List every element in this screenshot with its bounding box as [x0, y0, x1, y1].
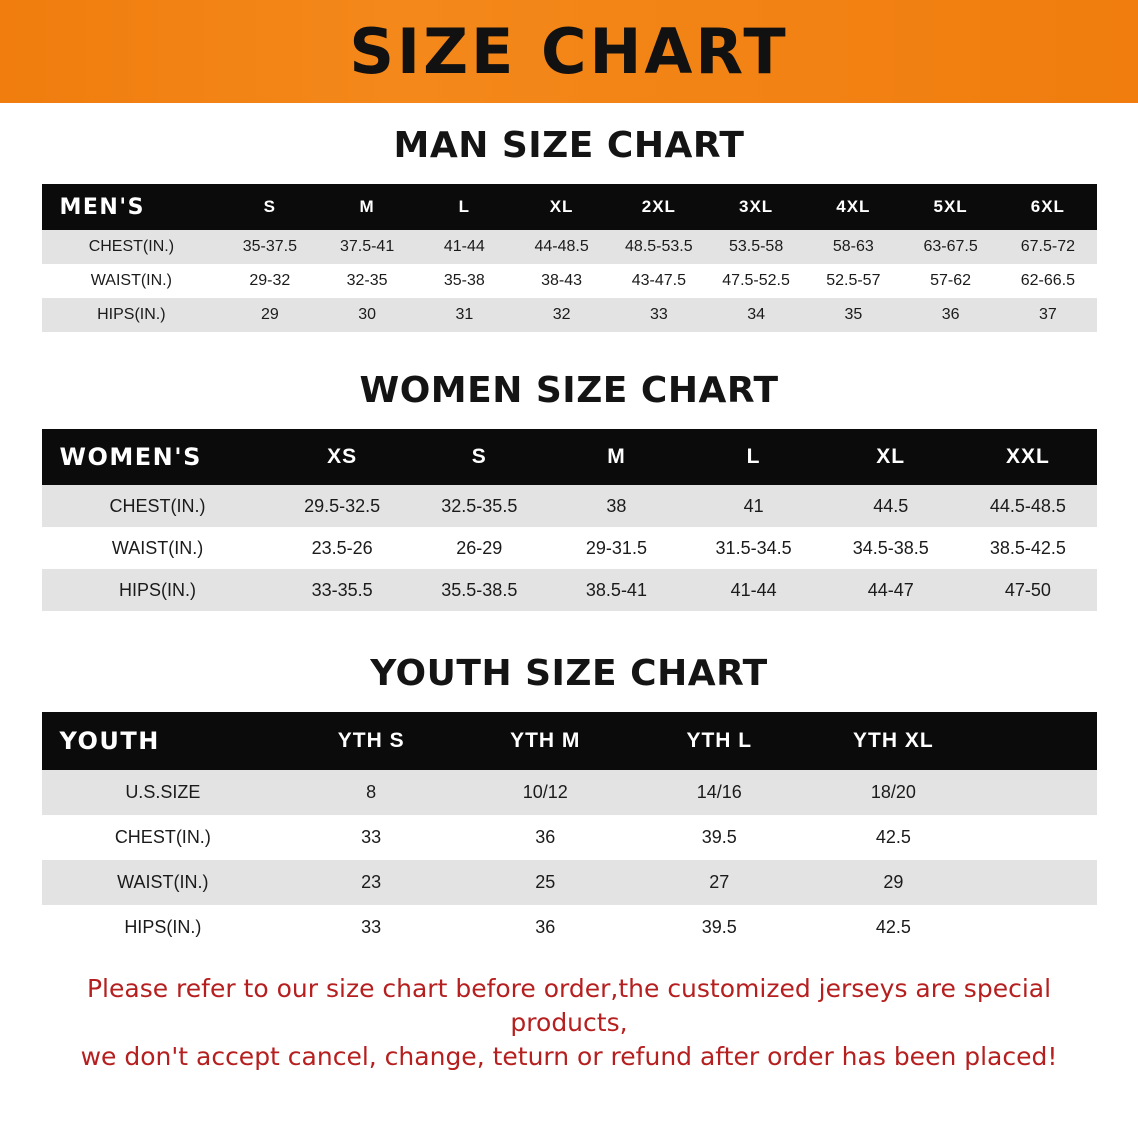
table-cell: 35.5-38.5 — [441, 579, 518, 600]
table-cell: 38.5-41 — [585, 579, 647, 600]
table-cell: 43-47.5 — [631, 272, 686, 289]
table-row — [42, 485, 1097, 527]
row-label: CHEST(IN.) — [114, 827, 211, 847]
column-header: L — [458, 197, 471, 216]
table-cell: 36 — [535, 917, 556, 937]
table-cell: 37 — [1038, 306, 1057, 323]
table-cell: 33 — [361, 827, 382, 847]
table-cell: 34.5-38.5 — [852, 537, 929, 558]
row-label: WAIST(IN.) — [117, 872, 209, 892]
table-cell: 47-50 — [1004, 579, 1051, 600]
table-cell: 25 — [535, 872, 556, 892]
column-header: 4XL — [836, 197, 871, 216]
column-header: M — [607, 445, 626, 468]
table-cell: 44-48.5 — [534, 238, 589, 255]
column-header: YTH XL — [853, 729, 934, 752]
table-row — [42, 264, 1097, 298]
column-header: M — [359, 197, 375, 216]
table-cell: 36 — [535, 827, 556, 847]
table-cell: 57-62 — [930, 272, 972, 289]
table-cell: 29-31.5 — [585, 537, 647, 558]
table-cell: 8 — [366, 782, 377, 802]
column-header: S — [263, 197, 277, 216]
table-cell: 29.5-32.5 — [304, 495, 381, 516]
table-cell: 52.5-57 — [826, 272, 881, 289]
column-header: 5XL — [933, 197, 968, 216]
table-cell: 31.5-34.5 — [715, 537, 792, 558]
table-cell: 29 — [260, 306, 279, 323]
table-cell: 44.5 — [873, 495, 909, 516]
table-cell: 34 — [747, 306, 765, 323]
footer-note — [39, 972, 1099, 1073]
table-cell: 42.5 — [875, 917, 911, 937]
man-section-heading: MAN SIZE CHART — [393, 125, 745, 166]
youth-size-table — [42, 712, 1097, 950]
table-cell: 38 — [606, 495, 627, 516]
column-header: S — [471, 445, 487, 468]
table-cell: 35 — [844, 306, 863, 323]
youth-section-heading: YOUTH SIZE CHART — [370, 653, 768, 694]
column-header: YTH S — [337, 729, 405, 752]
table-cell: 32-35 — [346, 272, 388, 289]
row-label: CHEST(IN.) — [88, 238, 175, 255]
column-header: XL — [876, 445, 906, 468]
table-cell: 63-67.5 — [923, 238, 978, 255]
table-cell: 41-44 — [443, 238, 485, 255]
table-cell: 26-29 — [456, 537, 503, 558]
column-header: YOUTH — [59, 727, 160, 755]
footer-note-line-2: we don't accept cancel, change, teturn or refund after order has been placed! — [80, 1041, 1058, 1071]
table-cell: 44.5-48.5 — [989, 495, 1066, 516]
column-header: 6XL — [1030, 197, 1065, 216]
table-header-row — [42, 429, 1097, 485]
table-row — [42, 770, 1097, 815]
column-header: YTH M — [510, 729, 581, 752]
column-header: XXL — [1005, 445, 1050, 468]
table-cell: 53.5-58 — [728, 238, 784, 255]
page-title: SIZE CHART — [349, 14, 789, 88]
table-cell: 10/12 — [522, 782, 568, 802]
table-row — [42, 905, 1097, 950]
table-cell: 39.5 — [701, 917, 737, 937]
man-size-table — [42, 184, 1097, 332]
youth-size-table-wrap — [42, 712, 1097, 950]
row-label: WAIST(IN.) — [111, 537, 204, 558]
row-label: HIPS(IN.) — [97, 306, 166, 323]
table-cell: 35-38 — [443, 272, 485, 289]
man-size-table-wrap — [42, 184, 1097, 332]
table-cell: 33 — [361, 917, 382, 937]
table-cell: 31 — [455, 306, 474, 323]
table-cell-spacer — [980, 770, 1096, 815]
table-header-row — [42, 712, 1097, 770]
column-header-spacer — [980, 712, 1096, 770]
table-cell: 27 — [709, 872, 730, 892]
row-label: CHEST(IN.) — [109, 495, 206, 516]
column-header: MEN'S — [59, 194, 145, 220]
table-cell: 41-44 — [730, 579, 777, 600]
table-cell: 48.5-53.5 — [625, 238, 693, 255]
table-cell-spacer — [980, 815, 1096, 860]
table-cell-spacer — [980, 860, 1096, 905]
table-cell: 38.5-42.5 — [989, 537, 1066, 558]
row-label: HIPS(IN.) — [119, 579, 197, 600]
table-header-row — [42, 184, 1097, 230]
table-cell: 41 — [743, 495, 764, 516]
table-cell: 58-63 — [832, 238, 874, 255]
row-label: U.S.SIZE — [125, 782, 201, 802]
table-row — [42, 569, 1097, 611]
table-cell: 39.5 — [701, 827, 737, 847]
table-cell: 37.5-41 — [339, 238, 395, 255]
table-cell: 62-66.5 — [1020, 272, 1075, 289]
women-size-table — [42, 429, 1097, 611]
table-cell-spacer — [980, 905, 1096, 950]
table-row — [42, 815, 1097, 860]
footer-note-line-1: Please refer to our size chart before order,the customized jerseys are special products, — [86, 974, 1052, 1037]
table-cell: 18/20 — [870, 782, 916, 802]
column-header: YTH L — [686, 729, 753, 752]
column-header: 2XL — [641, 197, 676, 216]
table-cell: 29 — [883, 872, 904, 892]
column-header: 3XL — [739, 197, 774, 216]
table-cell: 32.5-35.5 — [441, 495, 518, 516]
women-size-table-wrap — [42, 429, 1097, 611]
table-row — [42, 230, 1097, 264]
table-row — [42, 298, 1097, 332]
banner — [0, 0, 1138, 103]
table-cell: 32 — [552, 306, 571, 323]
table-row — [42, 860, 1097, 905]
column-header: XL — [549, 197, 574, 216]
table-cell: 29-32 — [249, 272, 291, 289]
table-cell: 23 — [361, 872, 382, 892]
table-cell: 47.5-52.5 — [722, 272, 790, 289]
women-section-heading: WOMEN SIZE CHART — [359, 370, 779, 411]
table-cell: 33 — [649, 306, 668, 323]
row-label: HIPS(IN.) — [124, 917, 202, 937]
table-cell: 67.5-72 — [1020, 238, 1075, 255]
table-cell: 30 — [358, 306, 376, 323]
column-header: XS — [327, 445, 358, 468]
table-cell: 38-43 — [541, 272, 583, 289]
column-header: L — [746, 445, 761, 468]
table-cell: 36 — [941, 306, 960, 323]
table-cell: 33-35.5 — [311, 579, 373, 600]
table-cell: 42.5 — [875, 827, 911, 847]
row-label: WAIST(IN.) — [90, 272, 172, 289]
table-cell: 44-47 — [867, 579, 914, 600]
table-cell: 14/16 — [696, 782, 742, 802]
column-header: WOMEN'S — [59, 443, 202, 471]
table-row — [42, 527, 1097, 569]
table-cell: 35-37.5 — [242, 238, 297, 255]
table-cell: 23.5-26 — [311, 537, 373, 558]
